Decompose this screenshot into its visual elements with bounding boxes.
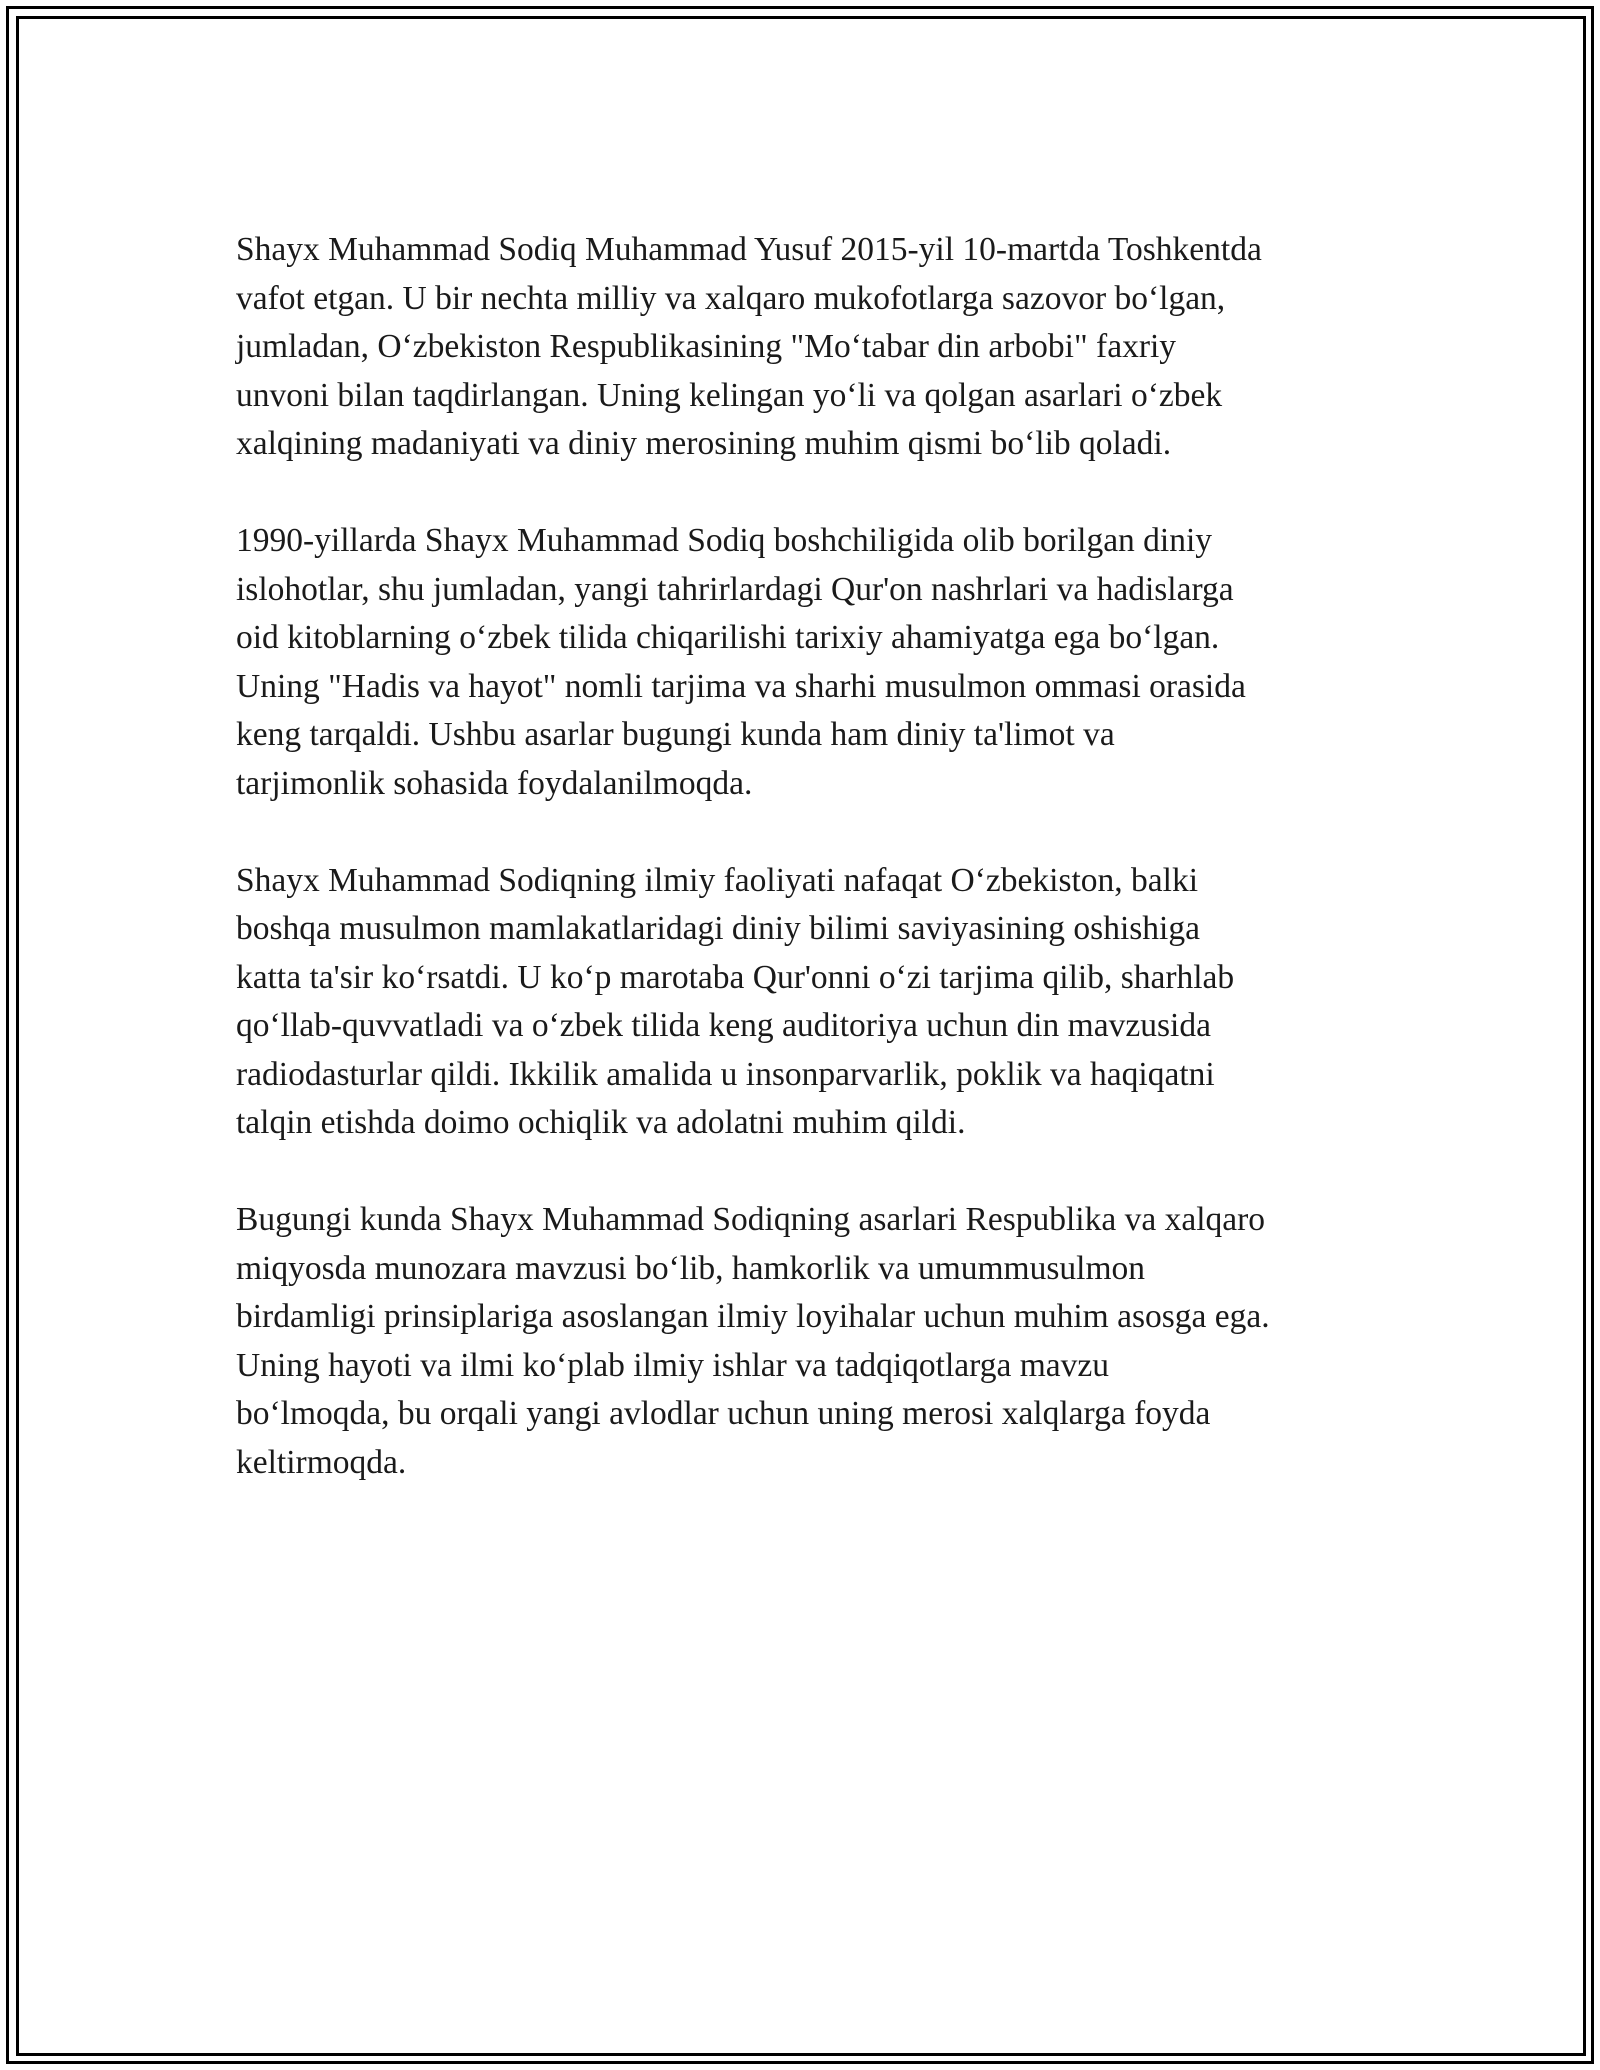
text-line: 1990-yillarda Shayx Muhammad Sodiq boshchiligida olib borilgan diniy <box>236 522 1213 559</box>
text-line: katta ta'sir ko‘rsatdi. U ko‘p marotaba Qur'onni o‘zi tarjima qilib, sharhlab <box>236 958 1235 996</box>
text-line: boshqa musulmon mamlakatlaridagi diniy bilimi saviyasining oshishiga <box>236 910 1200 947</box>
text-line: radiodasturlar qildi. Ikkilik amalida u insonparvarlik, poklik va haqiqatni <box>236 1055 1215 1093</box>
text-line: jumladan, O‘zbekiston Respublikasining "Mo‘tabar din arbobi" faxriy <box>236 328 1177 365</box>
text-line: Uning "Hadis va hayot" nomli tarjima va sharhi musulmon ommasi orasida <box>236 667 1246 705</box>
text-line: oid kitoblarning o‘zbek tilida chiqarilishi tarixiy ahamiyatga ega bo‘lgan. <box>236 619 1220 656</box>
document-body <box>236 226 1376 1536</box>
paragraph-3 <box>236 857 1376 1148</box>
text-line: talqin etishda doimo ochiqlik va adolatni muhim qildi. <box>236 1104 966 1141</box>
text-line: miqyosda munozara mavzusi bo‘lib, hamkorlik va umummusulmon <box>236 1249 1146 1287</box>
paragraph-1 <box>236 226 1376 469</box>
text-line: islohotlar, shu jumladan, yangi tahrirlardagi Qur'on nashrlari va hadislarga <box>236 570 1234 608</box>
paragraph-4 <box>236 1196 1376 1487</box>
text-line: qo‘llab-quvvatladi va o‘zbek tilida keng auditoriya uchun din mavzusida <box>236 1007 1211 1044</box>
text-line: Shayx Muhammad Sodiq Muhammad Yusuf 2015-yil 10-martda Toshkentda <box>236 231 1262 268</box>
text-line: Shayx Muhammad Sodiqning ilmiy faoliyati nafaqat O‘zbekiston, balki <box>236 861 1199 899</box>
text-line: keng tarqaldi. Ushbu asarlar bugungi kunda ham diniy ta'limot va <box>236 716 1115 753</box>
text-line: keltirmoqda. <box>236 1443 407 1481</box>
text-line: tarjimonlik sohasida foydalanilmoqda. <box>236 764 753 802</box>
text-line: bo‘lmoqda, bu orqali yangi avlodlar uchun uning merosi xalqlarga foyda <box>236 1395 1211 1432</box>
text-line: unvoni bilan taqdirlangan. Uning kelingan yo‘li va qolgan asarlari o‘zbek <box>236 376 1223 414</box>
text-line: Uning hayoti va ilmi ko‘plab ilmiy ishlar va tadqiqotlarga mavzu <box>236 1346 1109 1384</box>
text-line: xalqining madaniyati va diniy merosining muhim qismi bo‘lib qoladi. <box>236 425 1172 462</box>
text-line: birdamligi prinsiplariga asoslangan ilmiy loyihalar uchun muhim asosga ega. <box>236 1298 1270 1335</box>
text-line: vafot etgan. U bir nechta milliy va xalqaro mukofotlarga sazovor bo‘lgan, <box>236 279 1226 317</box>
text-line: Bugungi kunda Shayx Muhammad Sodiqning asarlari Respublika va xalqaro <box>236 1201 1266 1238</box>
paragraph-2 <box>236 517 1376 808</box>
